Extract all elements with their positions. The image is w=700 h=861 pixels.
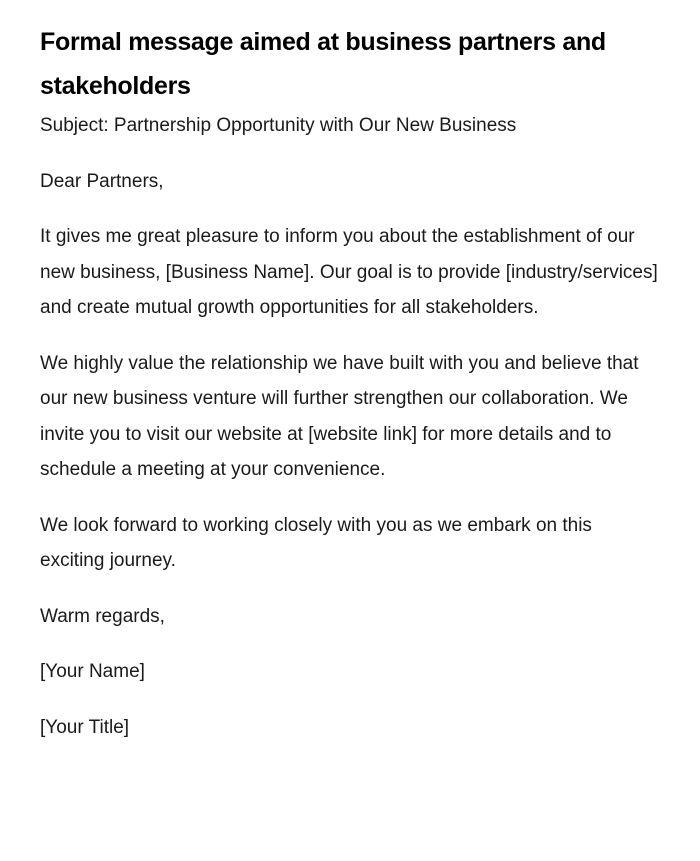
- greeting: Dear Partners,: [40, 170, 164, 192]
- subject-line: Subject: Partnership Opportunity with Our New Business: [40, 115, 517, 136]
- sender-title: [Your Title]: [40, 716, 130, 738]
- body-paragraph-1: It gives me great pleasure to inform you about the establishment of our new business, [Business Name]. Our goal is to provide [industry/services] and create mutual growth opportunities for all stakeholders.: [40, 226, 658, 318]
- sender-name: [Your Name]: [40, 661, 145, 682]
- closing: Warm regards,: [40, 605, 165, 627]
- document-title: Formal message aimed at business partners and stakeholders: [40, 28, 606, 100]
- body-paragraph-3: We look forward to working closely with you as we embark on this exciting journey.: [40, 514, 592, 571]
- body-paragraph-2: We highly value the relationship we have built with you and believe that our new business venture will further strengthen our collaboration. We invite you to visit our website at [website link] for more details and to schedule a meeting at your convenience.: [40, 352, 639, 480]
